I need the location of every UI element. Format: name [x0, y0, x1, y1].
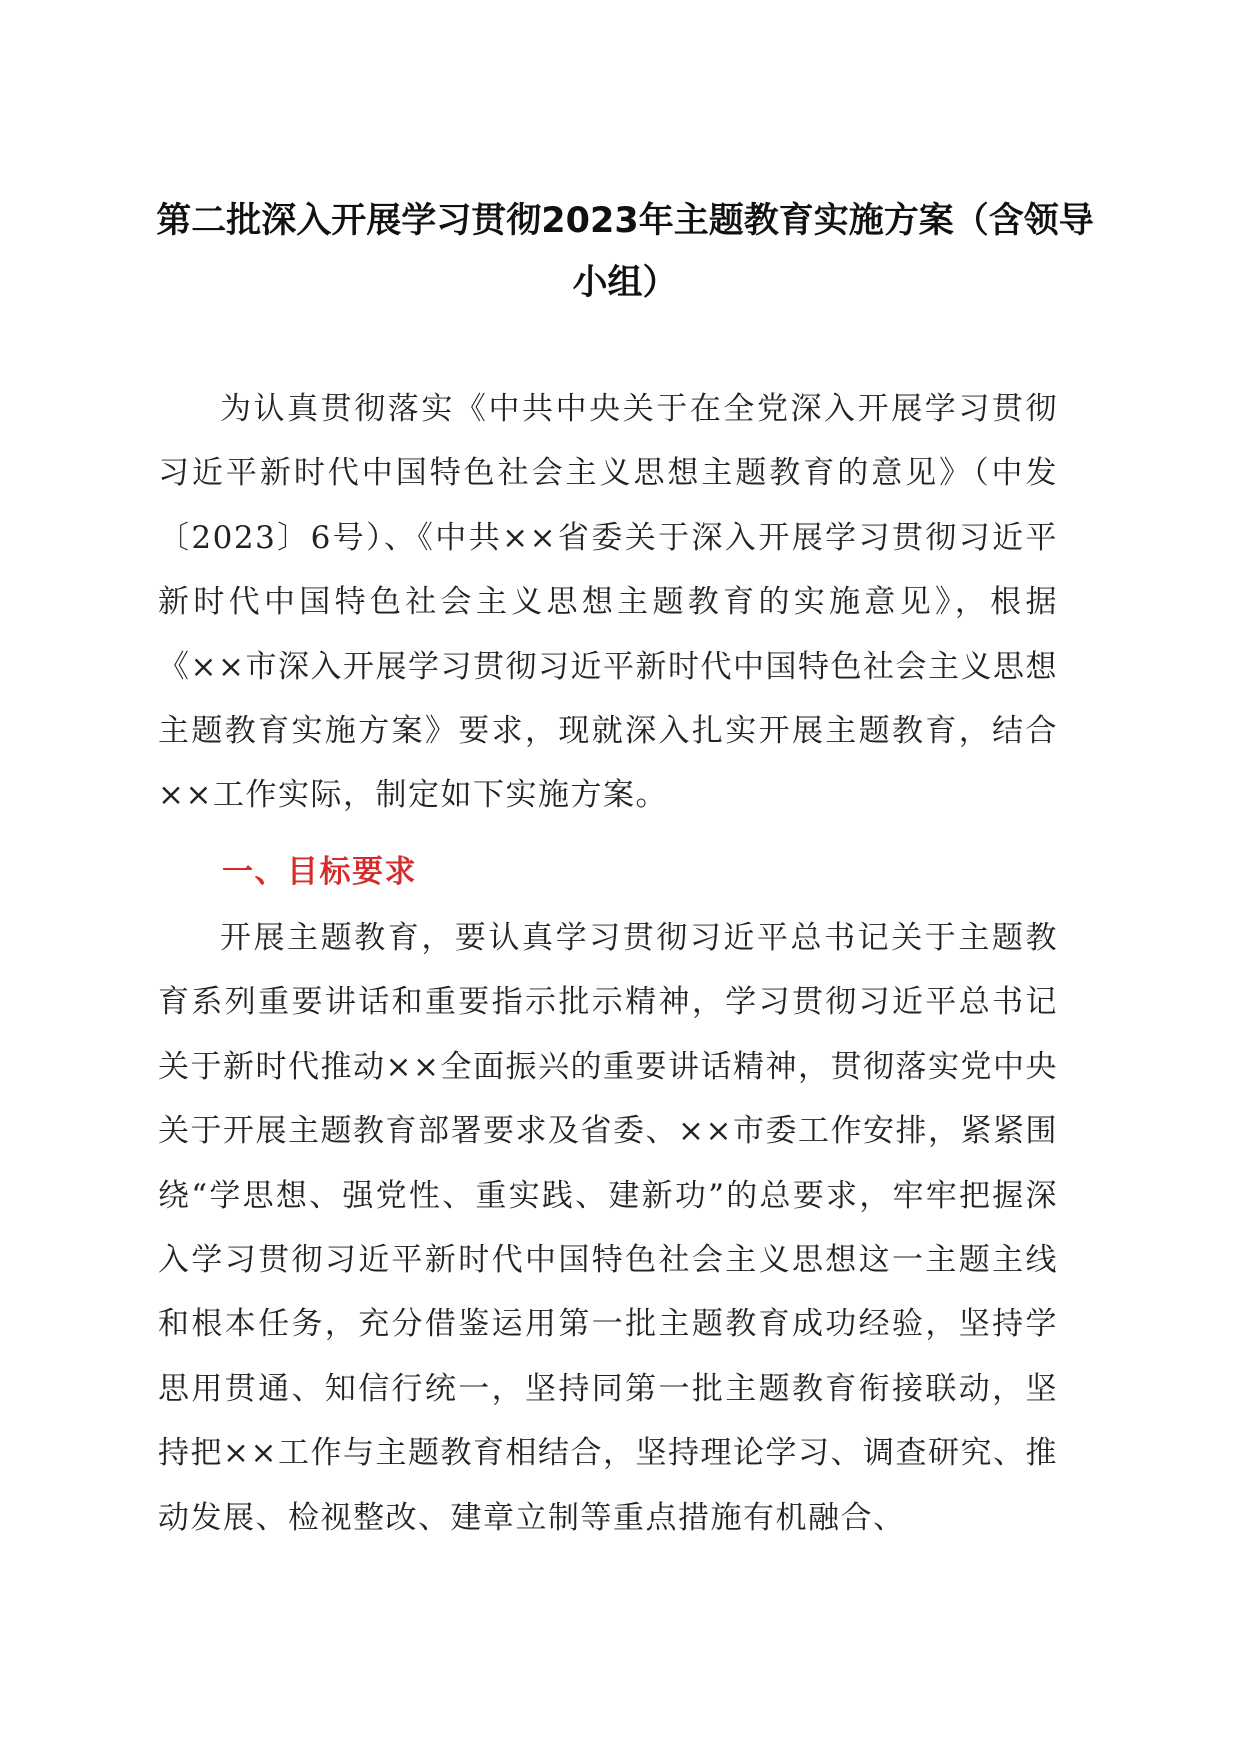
intro-paragraph: 为认真贯彻落实《中共中央关于在全党深入开展学习贯彻习近平新时代中国特色社会主义思想主题教育的意见》（中发〔2023〕6号）、《中共××省委关于深入开展学习贯彻习近平新时代中国特色社会主义思想主题教育的实施意见》，根据《××市深入开展学习贯彻习近平新时代中国特色社会主义思想主题教育实施方案》要求，现就深入扎实开展主题教育，结合××工作实际，制定如下实施方案。 — [158, 391, 1058, 814]
document-title: 第二批深入开展学习贯彻2023年主题教育实施方案（含领导小组） — [156, 201, 1094, 303]
section-heading: 一、目标要求 — [222, 854, 417, 890]
section-paragraph: 开展主题教育，要认真学习贯彻习近平总书记关于主题教育系列重要讲话和重要指示批示精神，学习贯彻习近平总书记关于新时代推动××全面振兴的重要讲话精神，贯彻落实党中央关于开展主题教育部署要求及省委、××市委工作安排，紧紧围绕“学思想、强党性、重实践、建新功”的总要求，牢牢把握深入学习贯彻习近平新时代中国特色社会主义思想这一主题主线和根本任务，充分借鉴运用第一批主题教育成功经验，坚持学思用贯通、知信行统一，坚持同第一批主题教育衔接联动，坚持把××工作与主题教育相结合，坚持理论学习、调查研究、推动发展、检视整改、建章立制等重点措施有机融合、 — [158, 920, 1058, 1536]
